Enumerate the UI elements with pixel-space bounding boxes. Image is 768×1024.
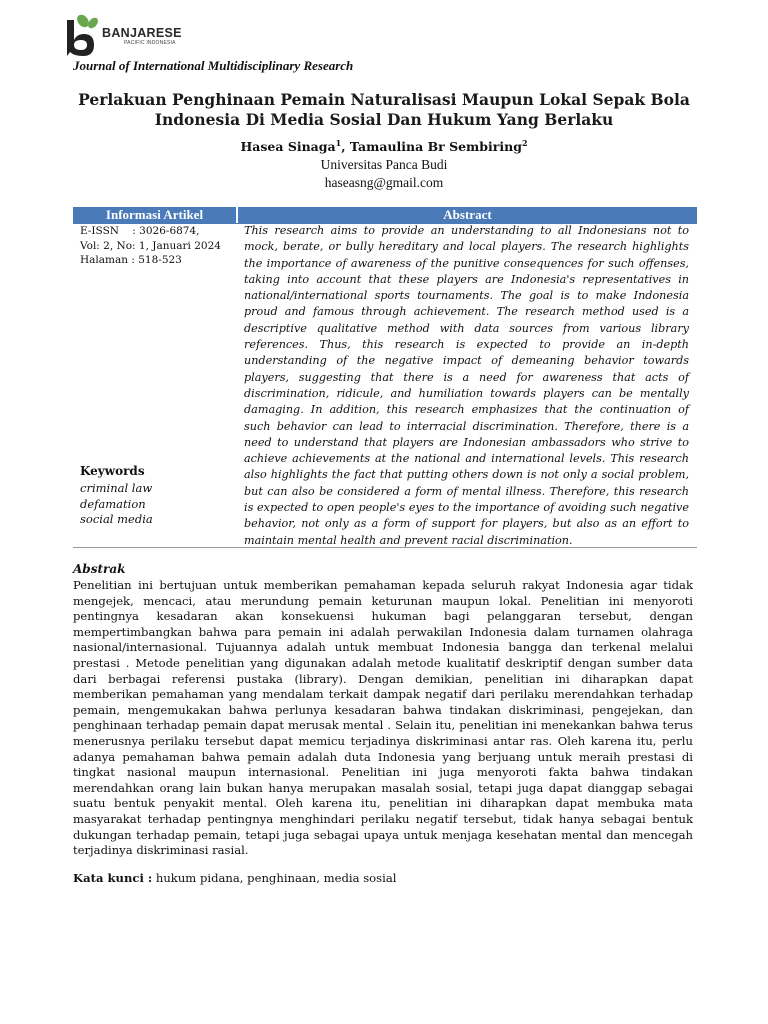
text-line: mock, berate, or bully hereditary and local players. The research highlights <box>244 240 689 254</box>
text-line: behavior, not only as a form of support for players, but also as an effort to <box>244 517 689 531</box>
title-line: Indonesia Di Media Sosial Dan Hukum Yang Berlaku <box>154 110 614 129</box>
text-line: maintain mental health and prevent racial discrimination. <box>244 533 573 547</box>
page-range: Halaman : 518-523 <box>80 254 182 266</box>
text-line: dukungan terhadap pemain, tetapi juga sebagai upaya untuk menjaga kesehatan mental dan mencegah <box>73 827 693 842</box>
text-line: nasional/internasional. Tujuannya adalah untuk membuat Indonesia bangga dan terkenal melalui <box>73 640 693 655</box>
abstract-header: Abstract <box>238 207 697 223</box>
keyword: social media <box>80 512 153 527</box>
abstrak-indonesian <box>73 578 693 859</box>
article-info-header: Informasi Artikel <box>73 207 236 223</box>
text-line: also highlights the fact that putting others down is not only a social problem, <box>244 468 689 482</box>
text-line: need to understand that players are Indonesian ambassadors who strive to <box>244 435 689 449</box>
text-line: This research aims to provide an understanding to all Indonesians not to <box>244 224 689 237</box>
text-line: terjadinya diskriminasi rasial. <box>73 843 249 858</box>
author-email: haseasng@gmail.com <box>324 175 444 190</box>
text-line: menerusnya perilaku tersebut dapat memicu terjadinya diskriminasi antar ras. Oleh karena itu, perlu <box>73 733 693 748</box>
text-line: players, suggesting that there is a need for awareness that acts of <box>244 370 689 384</box>
article-info <box>80 224 221 268</box>
author-name: Tamaulina Br Sembiring <box>349 139 522 155</box>
abstract-english <box>244 223 689 549</box>
author-affil-mark: 2 <box>521 138 528 148</box>
text-line: understanding of the negative impact of demeaning behavior towards <box>244 354 689 368</box>
text-line: references. Thus, this research is expected to provide an in-depth <box>244 338 689 352</box>
text-line: mempertimbangkan bahwa para pemain ini adalah perwakilan Indonesia dalam turnamen olahraga <box>73 624 693 639</box>
kata-kunci-label: Kata kunci : <box>73 871 153 885</box>
text-line: proud and famous through achievement. The research method used is a <box>244 305 689 319</box>
text-line: achieve achievements at the national and international levels. This research <box>244 452 689 466</box>
text-line: pemain, mengemukakan bahwa perlunya kesadaran bahwa tindakan diskriminasi, pengejekan, dan <box>73 702 693 717</box>
text-line: the importance of awareness of the punitive consequences for such offenses, <box>244 256 689 270</box>
kata-kunci <box>73 871 396 885</box>
affiliation: Universitas Panca Budi <box>320 157 448 172</box>
author-separator: , <box>341 139 350 155</box>
text-line: is expected to open people's eyes to the importance of avoiding such negative <box>244 501 689 515</box>
text-line: national/international sports tournaments. The goal is to make Indonesia <box>244 289 689 303</box>
abstrak-label: Abstrak <box>73 562 126 576</box>
text-line: such behavior can lead to interracial discrimination. Therefore, there is a <box>244 419 689 433</box>
text-line: prestasi . Metode penelitian yang digunakan adalah metode kualitatif deskriptif dengan sumber data <box>73 655 693 670</box>
author-name: Hasea Sinaga <box>240 139 336 155</box>
text-line: descriptive qualitative method with data sources from various library <box>244 321 689 335</box>
text-line: Penelitian ini bertujuan untuk memberikan pemahaman kepada seluruh rakyat Indonesia agar tidak <box>73 578 693 592</box>
issn: E-ISSN : 3026-6874, <box>80 225 200 237</box>
section-divider <box>73 547 697 548</box>
publisher-logo <box>64 12 214 60</box>
text-line: discrimination, ridicule, and humiliation towards players can be mentally <box>244 386 689 400</box>
logo-mark-icon <box>64 12 104 60</box>
keyword: defamation <box>80 496 146 511</box>
text-line: but can also be considered a form of mental illness. Therefore, this research <box>244 484 689 498</box>
kata-kunci-values: hukum pidana, penghinaan, media sosial <box>152 871 397 885</box>
volume-issue: Vol: 2, No: 1, Januari 2024 <box>80 239 221 252</box>
text-line: memberikan pemahaman yang mendalam terkait dampak negatif dari perilaku merendahkan terhadap <box>73 687 693 702</box>
keywords-label: Keywords <box>80 464 145 478</box>
text-line: tingkat nasional maupun internasional. Penelitian ini juga menyoroti fakta bahwa tindakan <box>73 765 693 780</box>
publisher-name: BANJARESE <box>102 26 182 40</box>
journal-name: Journal of International Multidisciplinary Research <box>73 58 354 73</box>
text-line: dari berbagai referensi pustaka (library). Dengan demikian, penelitian ini diharapkan dapat <box>73 671 693 686</box>
text-line: suatu bentuk penyakit mental. Oleh karena itu, penelitian ini diharapkan dapat membuka mata <box>73 796 693 811</box>
paper-title <box>70 90 698 130</box>
text-line: taking into account that these players are Indonesia's representatives in <box>244 272 689 286</box>
author-affil-mark: 1 <box>335 138 342 148</box>
keyword: criminal law <box>80 481 153 495</box>
text-line: mengejek, mencaci, atau merundung pemain keturunan maupun lokal. Penelitian ini menyoroti <box>73 593 693 608</box>
text-line: merendahkan orang lain bukan hanya merupakan masalah sosial, tetapi juga dapat dianggap sebagai <box>73 780 693 795</box>
text-line: damaging. In addition, this research emphasizes that the continuation of <box>244 403 689 417</box>
text-line: penghinaan terhadap pemain dapat merusak mental . Selain itu, penelitian ini menekankan bahwa terus <box>73 718 693 733</box>
title-line: Perlakuan Penghinaan Pemain Naturalisasi Maupun Lokal Sepak Bola <box>78 90 690 109</box>
keywords-list <box>80 481 153 528</box>
author-list <box>70 138 698 154</box>
text-line: pentingnya kesadaran akan konsekuensi hukuman bagi pelanggaran tersebut, dengan <box>73 609 693 624</box>
publisher-subtitle: PACIFIC INDONESIA <box>124 40 176 46</box>
text-line: masyarakat terhadap pentingnya menghindari perilaku negatif tersebut, tidak hanya sebagai bentuk <box>73 811 693 826</box>
text-line: adanya pemahaman bahwa pemain adalah duta Indonesia yang berjuang untuk meraih prestasi di <box>73 749 693 764</box>
